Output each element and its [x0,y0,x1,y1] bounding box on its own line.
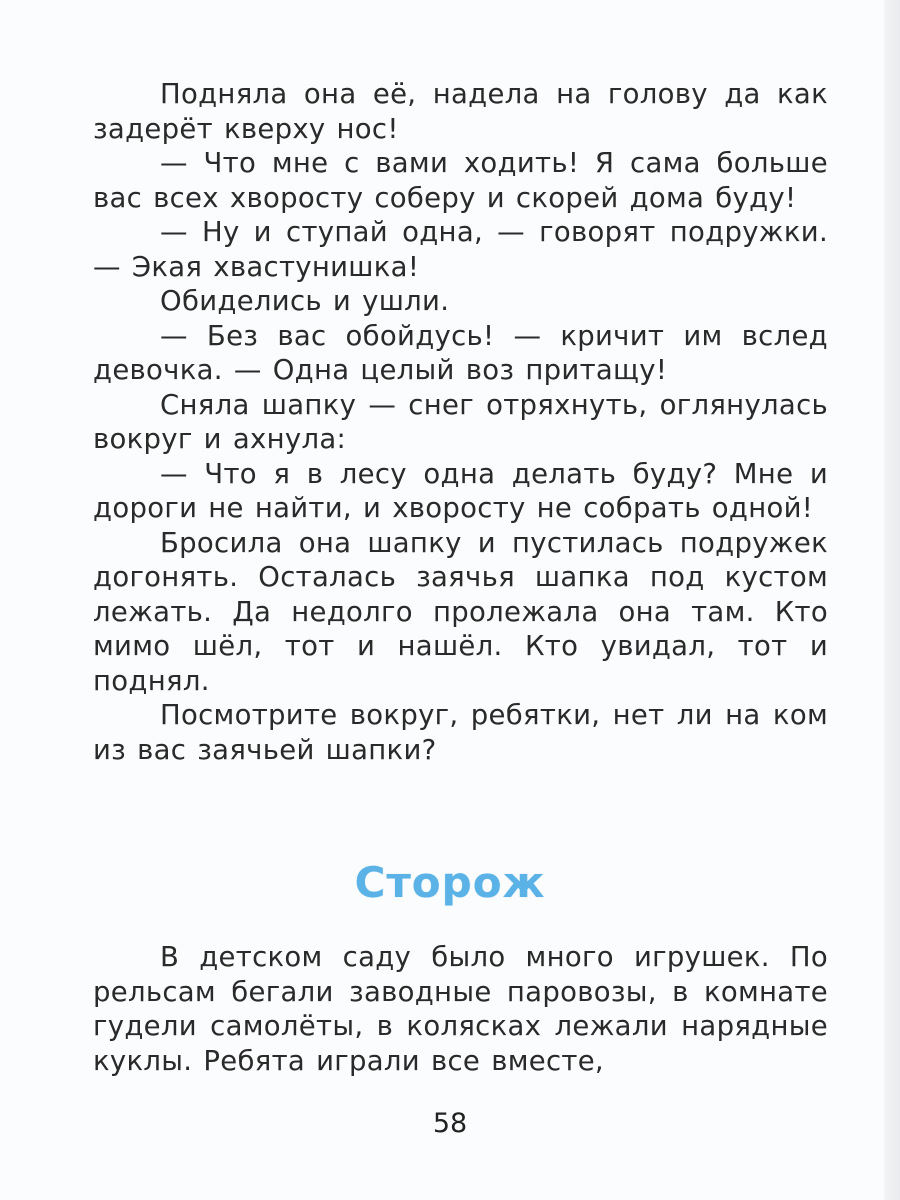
paragraph: — Что мне с вами ходить! Я сама больше вас всех хворосту соберу и скорей дома буду! [93,147,828,214]
story-title: Сторож [354,858,546,907]
story-text-bottom [93,940,828,1078]
paragraph: — Что я в лесу одна делать буду? Мне и дороги не найти, и хворосту не собрать одной! [93,457,828,524]
paragraph: Бросила она шапку и пустилась подружек догонять. Осталась заячья шапка под кустом лежать. Да недолго пролежала она там. Кто мимо шёл, тот и нашёл. Кто увидал, тот и поднял. [93,526,828,697]
paragraph: В детском саду было много игрушек. По рельсам бегали заводные паровозы, в комнате гудели самолёты, в колясках лежали нарядные куклы. Ребята играли все вместе, [93,941,828,1077]
paragraph: Посмотрите вокруг, ребятки, нет ли на ком из вас заячьей шапки? [93,699,828,766]
page-edge [884,0,900,1200]
story-text-top [93,77,828,767]
paragraph: Подняла она её, надела на голову да как задерёт кверху нос! [93,78,828,145]
paragraph: Сняла шапку — снег отряхнуть, оглянулась вокруг и ахнула: [93,388,828,455]
page-number: 58 [432,1108,468,1139]
paragraph: — Ну и ступай одна, — говорят подружки. — Экая хвастунишка! [93,216,828,283]
paragraph: Обиделись и ушли. [160,285,450,317]
paragraph: — Без вас обойдусь! — кричит им вслед девочка. — Одна целый воз притащу! [93,319,828,386]
